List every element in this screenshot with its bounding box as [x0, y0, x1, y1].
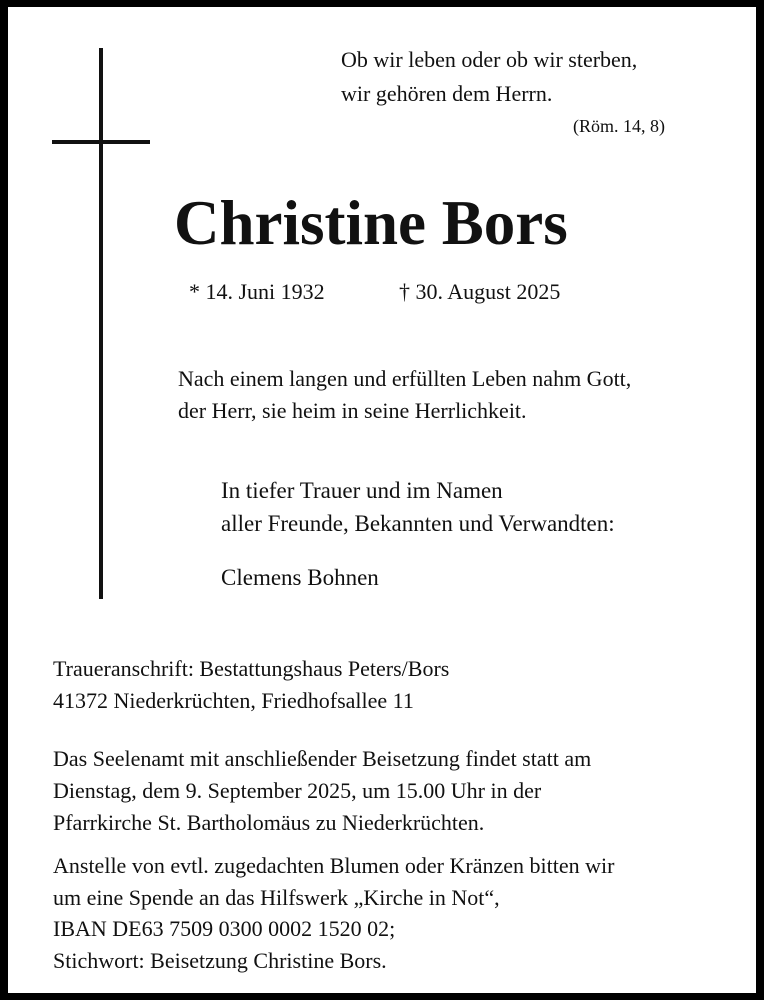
address-line: 41372 Niederkrüchten, Friedhofsallee 11	[53, 688, 414, 713]
birth-date: * 14. Juni 1932	[189, 279, 325, 304]
address-line: Traueranschrift: Bestattungshaus Peters/Bors	[53, 656, 450, 681]
cross-vertical-bar	[99, 48, 103, 599]
death-statement-line: der Herr, sie heim in seine Herrlichkeit.	[178, 398, 527, 423]
service-line: Pfarrkirche St. Bartholomäus zu Niederkrüchten.	[53, 810, 485, 835]
service-line: Das Seelenamt mit anschließender Beisetzung findet statt am	[53, 746, 592, 771]
funeral-service-info	[53, 743, 591, 839]
verse-line: Ob wir leben oder ob wir sterben,	[341, 47, 638, 72]
mourning-line: aller Freunde, Bekannten und Verwandten:	[221, 511, 615, 536]
verse-line: wir gehören dem Herrn.	[341, 81, 553, 106]
death-statement-line: Nach einem langen und erfüllten Leben nahm Gott,	[178, 366, 632, 391]
mourning-address	[53, 653, 449, 717]
donation-line: um eine Spende an das Hilfswerk „Kirche in Not“,	[53, 884, 500, 910]
verse-reference: (Röm. 14, 8)	[573, 116, 665, 136]
mourning-statement	[221, 474, 615, 540]
deceased-name: Christine Bors	[174, 188, 568, 258]
mourning-line: In tiefer Trauer und im Namen	[221, 478, 503, 503]
mourner-name: Clemens Bohnen	[221, 565, 379, 590]
death-date: † 30. August 2025	[399, 279, 561, 304]
cross-horizontal-bar	[52, 140, 150, 144]
service-line: Dienstag, dem 9. September 2025, um 15.00 Uhr in der	[53, 778, 542, 803]
donation-request	[53, 850, 614, 976]
keyword-line: Stichwort: Beisetzung Christine Bors.	[53, 947, 387, 973]
death-statement	[178, 363, 631, 427]
iban-line: IBAN DE63 7509 0300 0002 1520 02;	[53, 916, 396, 941]
bible-verse	[341, 43, 637, 111]
donation-line: Anstelle von evtl. zugedachten Blumen oder Kränzen bitten wir	[53, 853, 615, 878]
